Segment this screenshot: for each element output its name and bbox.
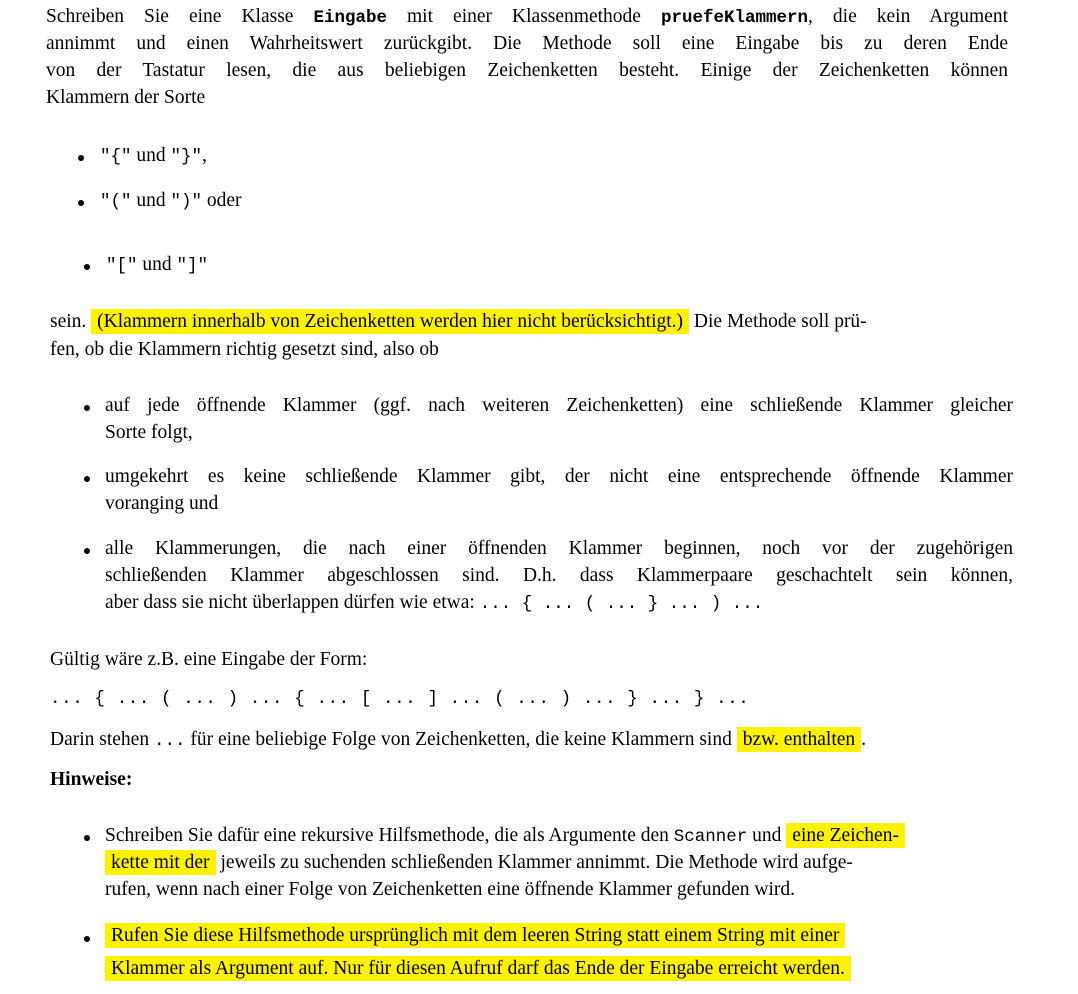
bullet	[84, 548, 90, 554]
intro-line-2: annimmt und einen Wahrheitswert zurückgibt. Die Methode soll eine Eingabe bis zu deren Ende	[46, 33, 1008, 54]
intro-line-3: von der Tastatur lesen, die aus beliebigen Zeichenketten besteht. Einige der Zeichenketten können	[46, 60, 1008, 81]
bullet	[84, 936, 90, 942]
sort-item-3: "[" und "]"	[106, 254, 209, 276]
sein-line-2: fen, ob die Klammern richtig gesetzt sind, also ob	[50, 339, 439, 360]
code-scanner: Scanner	[673, 827, 748, 847]
condition-3-line-2: schließenden Klammer abgeschlossen sind. D.h. dass Klammerpaare geschachtelt sein können,	[105, 565, 1013, 586]
hints-title: Hinweise:	[50, 769, 133, 790]
highlight: Rufen Sie diese Hilfsmethode ursprünglich mit dem leeren String statt einem String mit einer	[105, 923, 845, 948]
darin-line: Darin stehen ... für eine beliebige Folge von Zeichenketten, die keine Klammern sind bzw. enthalten .	[50, 729, 867, 751]
bullet	[84, 405, 90, 411]
condition-2-line-2: voranging und	[105, 493, 219, 514]
hint-1-line-2: kette mit der jeweils zu suchenden schließenden Klammer annimmt. Die Methode wird aufge-	[105, 850, 853, 876]
valid-text: Gültig wäre z.B. eine Eingabe der Form:	[50, 649, 368, 670]
bullet	[78, 200, 84, 206]
condition-3-line-3: aber dass sie nicht überlappen dürfen wie etwa: ... { ... ( ... } ... ) ...	[105, 592, 764, 614]
sort-item-1: "{" und "}",	[100, 145, 207, 167]
hint-2-line-2	[105, 956, 851, 982]
highlight: eine Zeichen-	[786, 823, 905, 848]
intro-text: mit einer Klassenmethode	[386, 6, 661, 27]
hint-1-line-3: rufen, wenn nach einer Folge von Zeichenketten eine öffnende Klammer gefunden wird.	[105, 879, 796, 900]
code-eingabe: Eingabe	[313, 8, 387, 28]
bullet	[84, 835, 90, 841]
intro-line-1	[46, 4, 1008, 31]
sein-line-1: sein. (Klammern innerhalb von Zeichenketten werden hier nicht berücksichtigt.) Die Methode soll prü-	[50, 311, 867, 332]
condition-3-line-1: alle Klammerungen, die nach einer öffnenden Klammer beginnen, noch vor der zugehörigen	[105, 538, 1013, 559]
intro-line-4: Klammern der Sorte	[46, 87, 206, 108]
highlight: kette mit der	[105, 850, 216, 875]
bullet	[84, 264, 90, 270]
condition-1-line-2: Sorte folgt,	[105, 422, 193, 443]
highlight: Klammer als Argument auf. Nur für diesen Aufruf darf das Ende der Eingabe erreicht werden.	[105, 956, 851, 981]
code-example-overlap: ... { ... ( ... } ... ) ...	[479, 594, 764, 614]
valid-code-example: ... { ... ( ... ) ... { ... [ ... ] ... ( ... ) ... } ... } ...	[50, 689, 750, 709]
highlight: (Klammern innerhalb von Zeichenketten werden hier nicht berücksichtigt.)	[91, 309, 689, 334]
bullet	[78, 155, 84, 161]
bullet	[84, 476, 90, 482]
condition-1-line-1: auf jede öffnende Klammer (ggf. nach weiteren Zeichenketten) eine schließende Klammer gleicher	[105, 395, 1013, 416]
condition-2-line-1: umgekehrt es keine schließende Klammer gibt, der nicht eine entsprechende öffnende Klammer	[105, 466, 1013, 487]
hint-1-line-1: Schreiben Sie dafür eine rekursive Hilfsmethode, die als Argumente den Scanner und eine Zeichen-	[105, 823, 905, 850]
highlight: bzw. enthalten	[737, 727, 861, 752]
hint-2-line-1	[105, 923, 845, 949]
intro-text: , die kein Argument	[808, 6, 1008, 27]
sort-item-2: "(" und ")" oder	[100, 190, 242, 212]
code-pruefeklammern: pruefeKlammern	[660, 8, 808, 28]
intro-text: Schreiben Sie eine Klasse	[46, 6, 314, 27]
